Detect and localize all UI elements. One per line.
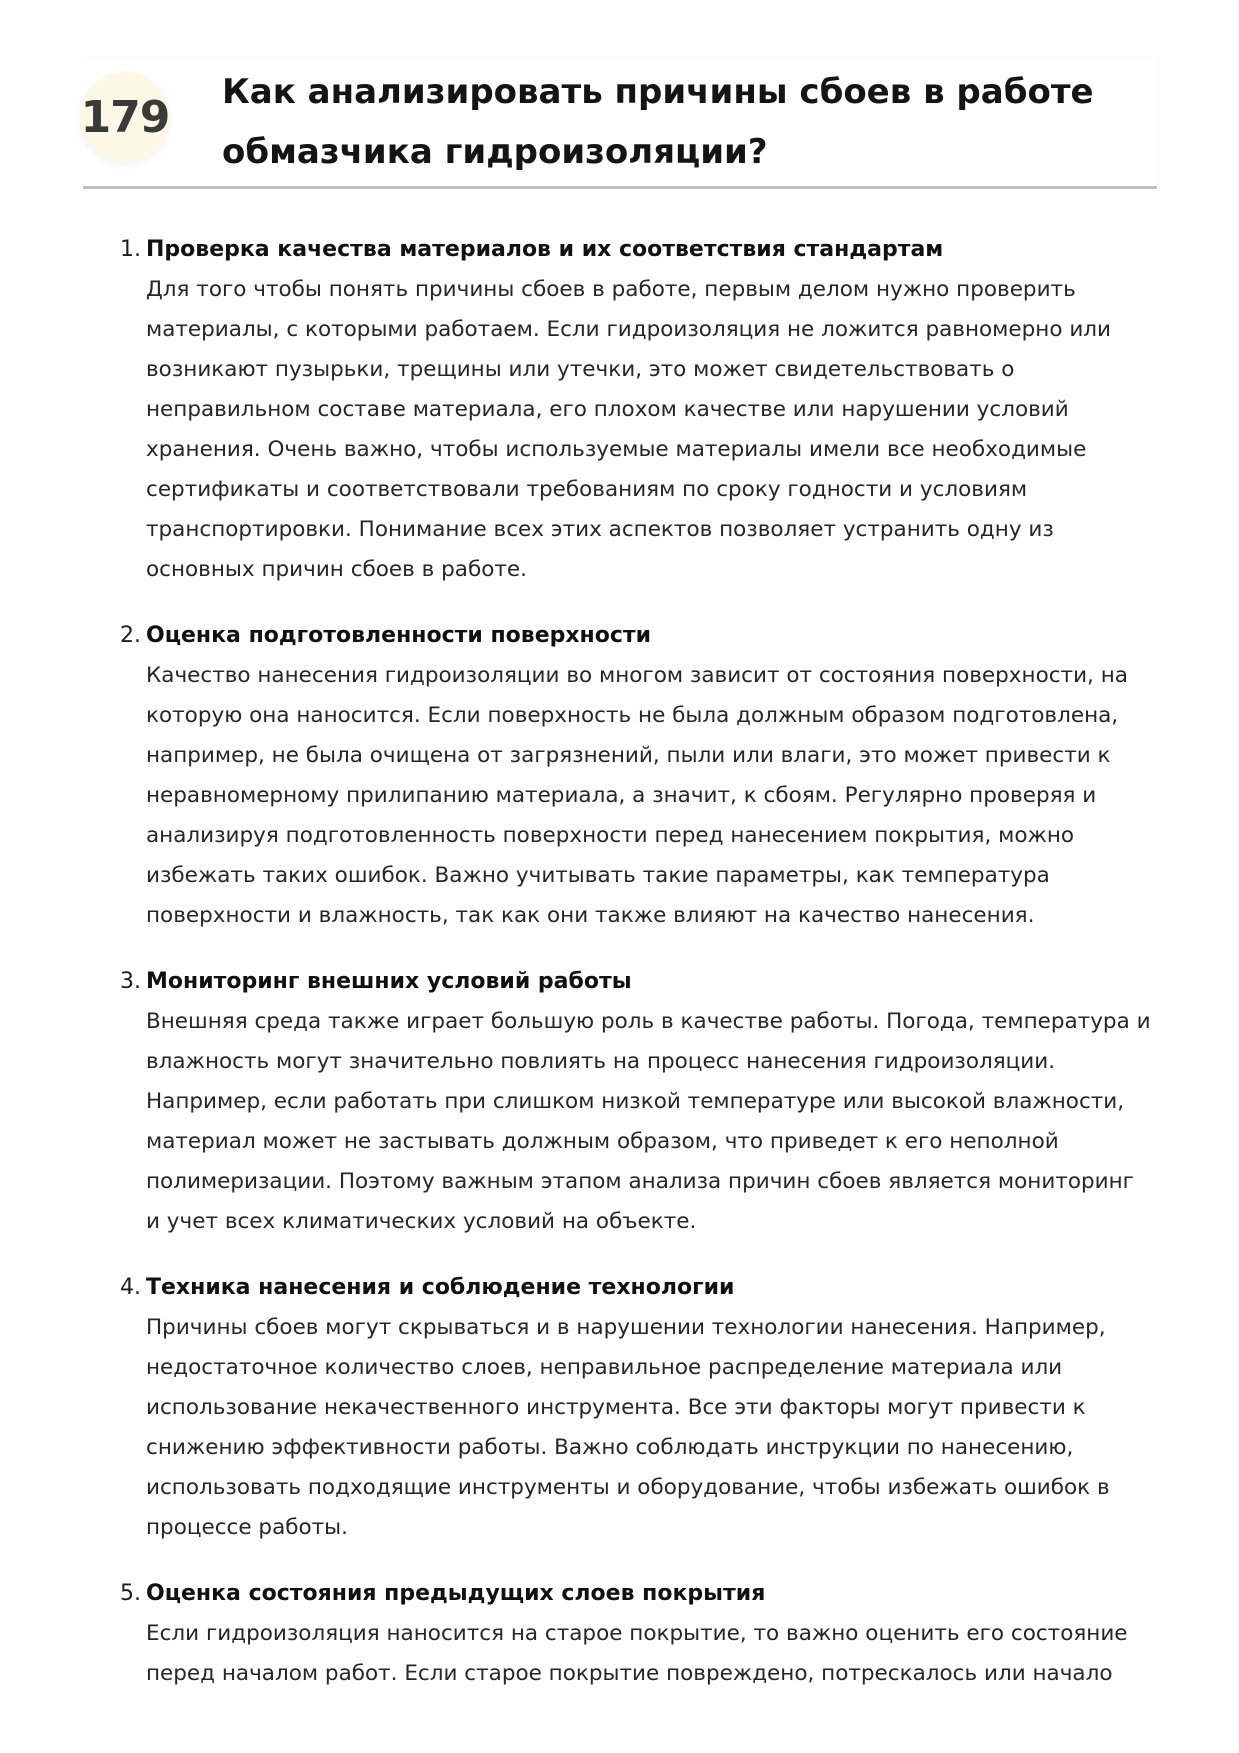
body-line: Качество нанесения гидроизоляции во многом зависит от состояния поверхности, на	[146, 663, 1128, 688]
body-line: сертификаты и соответствовали требованиям по сроку годности и условиям	[146, 477, 1028, 502]
body-line: процессе работы.	[146, 1515, 348, 1540]
list-item-body	[146, 1002, 1156, 1242]
page-title	[222, 62, 1122, 182]
list-item-number: 3.	[120, 969, 141, 994]
list-item-body	[146, 656, 1156, 936]
list-item-heading: Мониторинг внешних условий работы	[146, 969, 632, 994]
list-item-number: 5.	[120, 1581, 141, 1606]
body-line: транспортировки. Понимание всех этих аспектов позволяет устранить одну из	[146, 517, 1054, 542]
list-item	[0, 1574, 1239, 1694]
list-item-body	[146, 1308, 1156, 1548]
body-line: Для того чтобы понять причины сбоев в работе, первым делом нужно проверить	[146, 277, 1076, 302]
body-line: полимеризации. Поэтому важным этапом анализа причин сбоев является мониторинг	[146, 1169, 1134, 1194]
body-line: анализируя подготовленность поверхности перед нанесением покрытия, можно	[146, 823, 1075, 848]
body-line: основных причин сбоев в работе.	[146, 557, 527, 582]
list-item-heading: Оценка подготовленности поверхности	[146, 623, 652, 648]
page-title-line-1: Как анализировать причины сбоев в работе	[222, 72, 1094, 112]
list-item-heading: Оценка состояния предыдущих слоев покрытия	[146, 1581, 766, 1606]
list-item	[0, 616, 1239, 936]
list-item-body	[146, 270, 1156, 590]
body-line: снижению эффективности работы. Важно соблюдать инструкции по нанесению,	[146, 1435, 1074, 1460]
list-item	[0, 230, 1239, 590]
body-line: материалы, с которыми работаем. Если гидроизоляция не ложится равномерно или	[146, 317, 1112, 342]
body-line: влажность могут значительно повлиять на процесс нанесения гидроизоляции.	[146, 1049, 1056, 1074]
body-line: использование некачественного инструмента. Все эти факторы могут привести к	[146, 1395, 1086, 1420]
body-line: неправильном составе материала, его плохом качестве или нарушении условий	[146, 397, 1069, 422]
list-item-number: 4.	[120, 1275, 141, 1300]
body-line: недостаточное количество слоев, неправильное распределение материала или	[146, 1355, 1063, 1380]
list-item-heading: Техника нанесения и соблюдение технологии	[146, 1275, 735, 1300]
list-item	[0, 962, 1239, 1242]
body-line: возникают пузырьки, трещины или утечки, это может свидетельствовать о	[146, 357, 1015, 382]
body-line: которую она наносится. Если поверхность не была должным образом подготовлена,	[146, 703, 1119, 728]
body-line: Например, если работать при слишком низкой температуре или высокой влажности,	[146, 1089, 1125, 1114]
body-line: хранения. Очень важно, чтобы используемые материалы имели все необходимые	[146, 437, 1087, 462]
body-line: Если гидроизоляция наносится на старое покрытие, то важно оценить его состояние	[146, 1621, 1128, 1646]
list-item-body	[146, 1614, 1156, 1694]
body-line: поверхности и влажность, так как они также влияют на качество нанесения.	[146, 903, 1035, 928]
body-line: например, не была очищена от загрязнений, пыли или влаги, это может привести к	[146, 743, 1111, 768]
body-line: материал может не застывать должным образом, что приведет к его неполной	[146, 1129, 1059, 1154]
question-number: 179	[80, 91, 170, 143]
body-line: Причины сбоев могут скрываться и в нарушении технологии нанесения. Например,	[146, 1315, 1106, 1340]
list-item	[0, 1268, 1239, 1548]
body-line: неравномерному прилипанию материала, а значит, к сбоям. Регулярно проверяя и	[146, 783, 1097, 808]
question-number-badge	[80, 72, 170, 162]
page-title-line-2: обмазчика гидроизоляции?	[222, 132, 768, 172]
body-line: использовать подходящие инструменты и оборудование, чтобы избежать ошибок в	[146, 1475, 1110, 1500]
body-line: перед началом работ. Если старое покрытие повреждено, потрескалось или начало	[146, 1661, 1113, 1686]
header-divider	[83, 186, 1157, 189]
body-line: избежать таких ошибок. Важно учитывать такие параметры, как температура	[146, 863, 1050, 888]
list-item-number: 2.	[120, 623, 141, 648]
body-line: и учет всех климатических условий на объекте.	[146, 1209, 697, 1234]
analysis-steps-list	[0, 230, 1239, 1720]
list-item-number: 1.	[120, 237, 141, 262]
list-item-heading: Проверка качества материалов и их соответствия стандартам	[146, 237, 944, 262]
body-line: Внешняя среда также играет большую роль в качестве работы. Погода, температура и	[146, 1009, 1151, 1034]
